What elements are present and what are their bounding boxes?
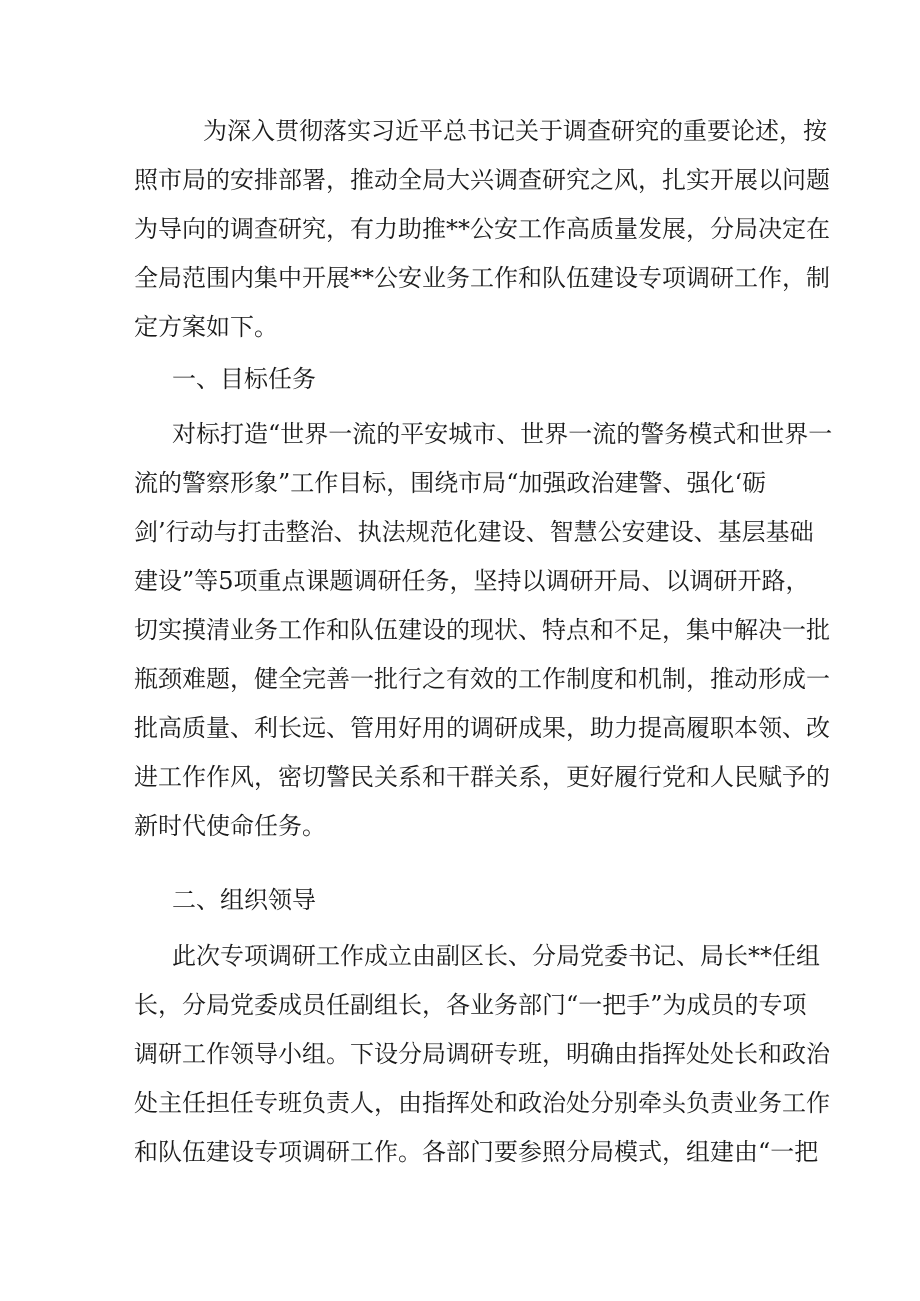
section1-line-2: 流的警察形象”工作目标，围绕市局“加强政治建警、强化‘砺 (134, 469, 767, 497)
section1-line-6: 瓶颈难题，健全完善一批行之有效的工作制度和机制，推动形成一 (134, 665, 830, 693)
section1-line-1: 对标打造“世界一流的平安城市、世界一流的警务模式和世界一 (172, 420, 833, 448)
section-heading-goals: 一、目标任务 (172, 365, 316, 393)
section1-line-9: 新时代使命任务。 (134, 812, 326, 840)
section2-line-5: 和队伍建设专项调研工作。各部门要参照分局模式，组建由“一把 (134, 1138, 819, 1166)
intro-line-5: 定方案如下。 (134, 313, 278, 341)
section1-line-3: 剑’行动与打击整治、执法规范化建设、智慧公安建设、基层基础 (134, 518, 814, 546)
section-heading-leadership: 二、组织领导 (172, 886, 316, 914)
intro-line-1: 为深入贯彻落实习近平总书记关于调查研究的重要论述，按 (203, 117, 827, 145)
section1-line-8: 进工作作风，密切警民关系和干群关系，更好履行党和人民赋予的 (134, 763, 830, 791)
section1-line-7: 批高质量、利长远、管用好用的调研成果，助力提高履职本领、改 (134, 714, 830, 742)
intro-line-4: 全局范围内集中开展**公安业务工作和队伍建设专项调研工作，制 (134, 264, 830, 292)
section2-line-4: 处主任担任专班负责人，由指挥处和政治处分别牵头负责业务工作 (134, 1089, 830, 1117)
intro-line-2: 照市局的安排部署，推动全局大兴调查研究之风，扎实开展以问题 (134, 166, 830, 194)
section1-line-5: 切实摸清业务工作和队伍建设的现状、特点和不足，集中解决一批 (134, 616, 830, 644)
intro-line-3: 为导向的调查研究，有力助推**公安工作高质量发展，分局决定在 (134, 215, 830, 243)
section1-line-4: 建设”等5项重点课题调研任务，坚持以调研开局、以调研开路， (134, 567, 810, 595)
section2-line-1: 此次专项调研工作成立由副区长、分局党委书记、局长**任组 (172, 942, 820, 970)
section2-line-3: 调研工作领导小组。下设分局调研专班，明确由指挥处处长和政治 (134, 1040, 830, 1068)
section2-line-2: 长，分局党委成员任副组长，各业务部门“一把手”为成员的专项 (134, 991, 807, 1019)
